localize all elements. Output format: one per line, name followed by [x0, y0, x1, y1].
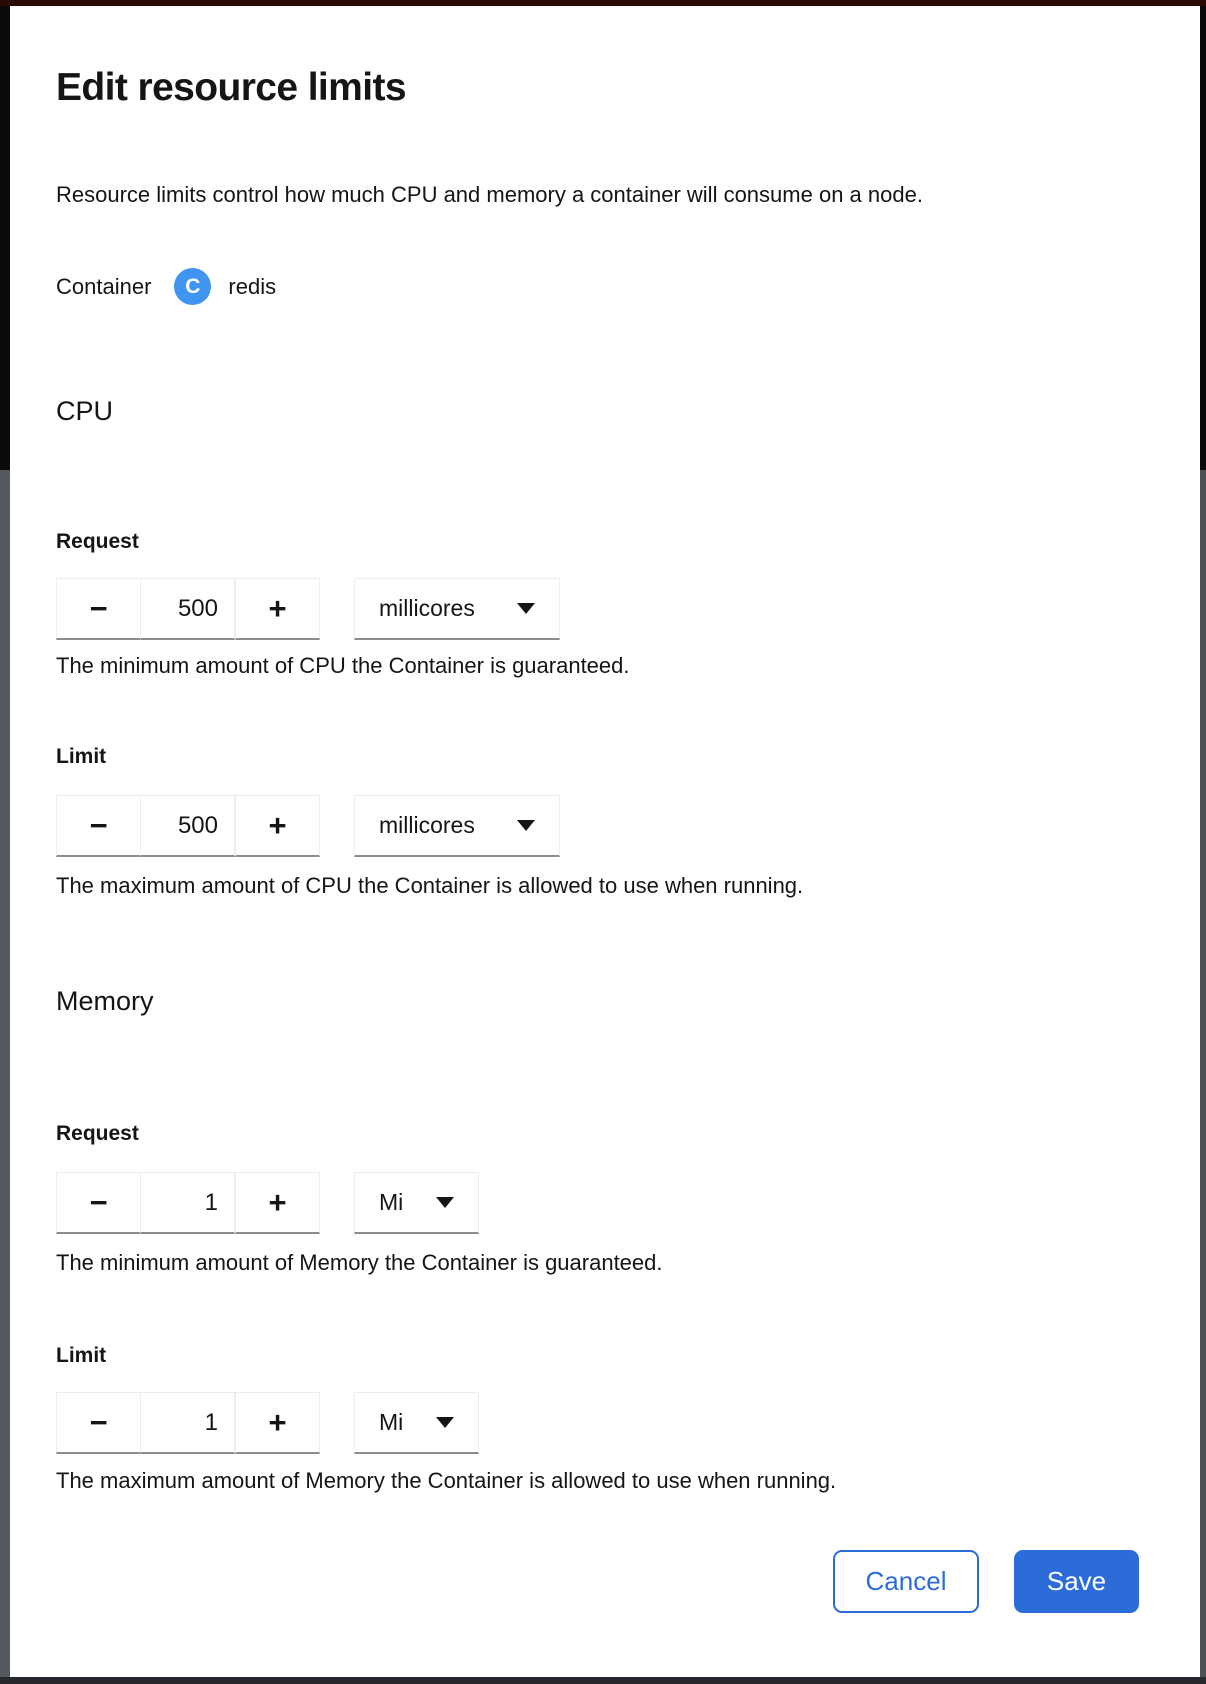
modal-title: Edit resource limits	[56, 66, 406, 109]
memory-request-help: The minimum amount of Memory the Container is guaranteed.	[56, 1250, 663, 1275]
memory-limit-control	[56, 1392, 479, 1454]
cpu-request-unit-select[interactable]	[354, 578, 560, 640]
cpu-limit-value-field	[140, 795, 235, 857]
cpu-limit-label: Limit	[56, 745, 107, 768]
memory-limit-value-field	[140, 1392, 235, 1454]
memory-limit-increment-button[interactable]: +	[235, 1392, 320, 1454]
memory-limit-decrement-button[interactable]: −	[56, 1392, 141, 1454]
cpu-limit-help: The maximum amount of CPU the Container is allowed to use when running.	[56, 873, 804, 898]
cpu-limit-control	[56, 795, 560, 857]
memory-limit-help: The maximum amount of Memory the Container is allowed to use when running.	[56, 1468, 837, 1493]
cpu-request-value-input[interactable]	[141, 579, 234, 638]
caret-down-icon	[517, 603, 535, 614]
cpu-limit-unit-select[interactable]	[354, 795, 560, 857]
cpu-request-value-field	[140, 578, 235, 640]
memory-section-heading: Memory	[56, 986, 154, 1016]
cpu-section-heading: CPU	[56, 396, 114, 426]
page-right-edge-gray	[1200, 470, 1206, 1684]
memory-request-increment-button[interactable]: +	[235, 1172, 320, 1234]
cpu-limit-value-input[interactable]	[141, 796, 234, 855]
memory-request-value-field	[140, 1172, 235, 1234]
caret-down-icon	[517, 820, 535, 831]
memory-request-decrement-button[interactable]: −	[56, 1172, 141, 1234]
memory-request-value-input[interactable]	[141, 1173, 234, 1232]
page-left-edge-dark	[0, 6, 10, 470]
caret-down-icon	[436, 1417, 454, 1428]
cpu-request-label: Request	[56, 530, 139, 553]
cpu-limit-increment-button[interactable]: +	[235, 795, 320, 857]
container-label: Container	[56, 273, 152, 299]
edit-resource-limits-modal	[10, 6, 1200, 1677]
cpu-request-unit-value: millicores	[379, 595, 475, 621]
memory-request-unit-value: Mi	[379, 1189, 404, 1215]
memory-request-control	[56, 1172, 479, 1234]
caret-down-icon	[436, 1197, 454, 1208]
memory-request-label: Request	[56, 1122, 139, 1145]
cpu-request-control	[56, 578, 560, 640]
cpu-limit-decrement-button[interactable]: −	[56, 795, 141, 857]
cpu-request-increment-button[interactable]: +	[235, 578, 320, 640]
container-name: redis	[228, 273, 277, 299]
memory-limit-label: Limit	[56, 1344, 107, 1367]
cancel-button[interactable]: Cancel	[833, 1550, 979, 1613]
memory-limit-unit-select[interactable]	[354, 1392, 479, 1454]
container-resource-icon: C	[174, 268, 211, 305]
cpu-limit-unit-value: millicores	[379, 812, 475, 838]
memory-request-unit-select[interactable]	[354, 1172, 479, 1234]
page-right-edge-dark	[1200, 6, 1206, 470]
page-bottom-edge	[0, 1677, 1206, 1684]
modal-description: Resource limits control how much CPU and memory a container will consume on a node.	[56, 182, 923, 207]
save-button[interactable]: Save	[1014, 1550, 1139, 1613]
page-left-edge-gray	[0, 470, 10, 1684]
container-row	[56, 268, 276, 305]
cpu-request-help: The minimum amount of CPU the Container is guaranteed.	[56, 653, 630, 678]
memory-limit-value-input[interactable]	[141, 1393, 234, 1452]
cpu-request-decrement-button[interactable]: −	[56, 578, 141, 640]
memory-limit-unit-value: Mi	[379, 1409, 404, 1435]
